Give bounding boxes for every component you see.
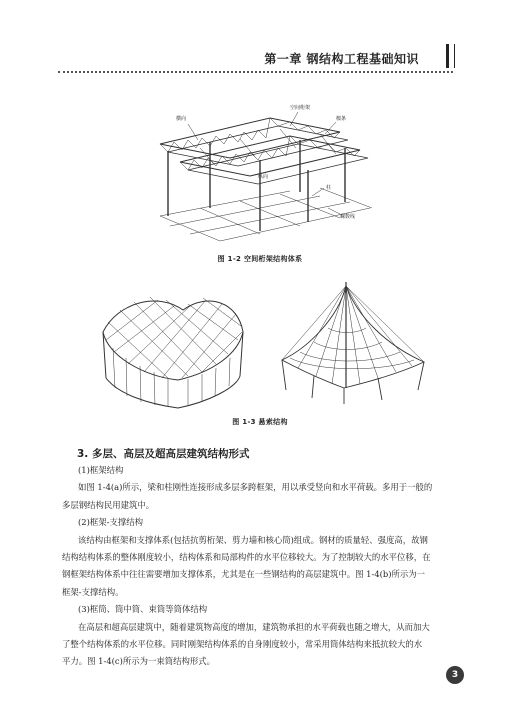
para-brace-heading: (2)框架-支撑结构 <box>78 517 143 528</box>
figure-space-truss <box>140 96 380 246</box>
label-purlin: 檩条 <box>336 116 347 122</box>
para-frame-line-2: 多层钢结构民用建筑中。 <box>62 499 155 510</box>
figure-1-3-caption: 图 1-3 悬索结构 <box>232 418 288 426</box>
para-tube-heading: (3)框筒、筒中筒、束筒等筒体结构 <box>78 604 208 615</box>
label-space-truss: 空间桁架 <box>290 105 311 111</box>
para-frame-heading: (1)框架结构 <box>78 465 124 475</box>
para-frame-line-1: 如图 1-4(a)所示，梁和柱刚性连接形成多层多跨框架，用以承受竖向和水平荷载。多用于一般的 <box>78 482 433 493</box>
label-transverse: 横向 <box>176 116 187 122</box>
para-brace-line-4: 框架-支撑结构。 <box>62 586 124 597</box>
header-dotted-divider <box>58 71 453 73</box>
label-axis-line: 螺数线 <box>340 214 356 220</box>
para-tube-line-2: 了整个结构体系的水平位移。同时刚架结构体系的自身刚度较小，常采用筒体结构来抵抗较大的水 <box>62 639 423 650</box>
para-tube-line-1: 在高层和超高层建筑中，随着建筑物高度的增加，建筑物承担的水平荷载也随之增大，从而加大 <box>78 621 430 632</box>
para-brace-line-1: 该结构由框架和支撑体系(包括抗剪桁架、剪力墙和核心筒)组成。钢材的质量轻、强度高，故钢 <box>78 534 428 545</box>
page-header <box>0 0 519 80</box>
space-truss-drawing <box>140 96 380 246</box>
header-rule-thin <box>454 44 455 68</box>
section-title: 3. 多层、高层及超高层建筑结构形式 <box>77 448 250 460</box>
section-body <box>62 462 458 671</box>
chapter-title: 第一章 钢结构工程基础知识 <box>264 52 419 66</box>
figure-suspension-left <box>98 292 248 412</box>
para-brace-line-3: 钢框架结构体系中往往需要增加支撑体系，尤其是在一些钢结构的高层建筑中。图 1-4(b)所示为一 <box>62 569 426 580</box>
label-column: 柱 <box>326 185 332 191</box>
suspension-dome-drawing <box>98 292 248 412</box>
para-brace-line-2: 结构结构体系的整体刚度较小，结构体系和局部构件的水平位移较大。为了控制较大的水平位移，在 <box>62 552 431 563</box>
figure-1-2-caption: 图 1-2 空间桁架结构体系 <box>217 255 303 263</box>
page-number-badge: 3 <box>446 666 464 684</box>
para-tube-line-3: 平力。图 1-4(c)所示为一束筒结构形式。 <box>62 656 215 667</box>
figure-suspension-right <box>278 278 428 408</box>
header-rule-thick <box>446 44 449 68</box>
suspension-tent-drawing <box>278 278 428 408</box>
label-longitudinal: 纵向 <box>258 174 269 180</box>
